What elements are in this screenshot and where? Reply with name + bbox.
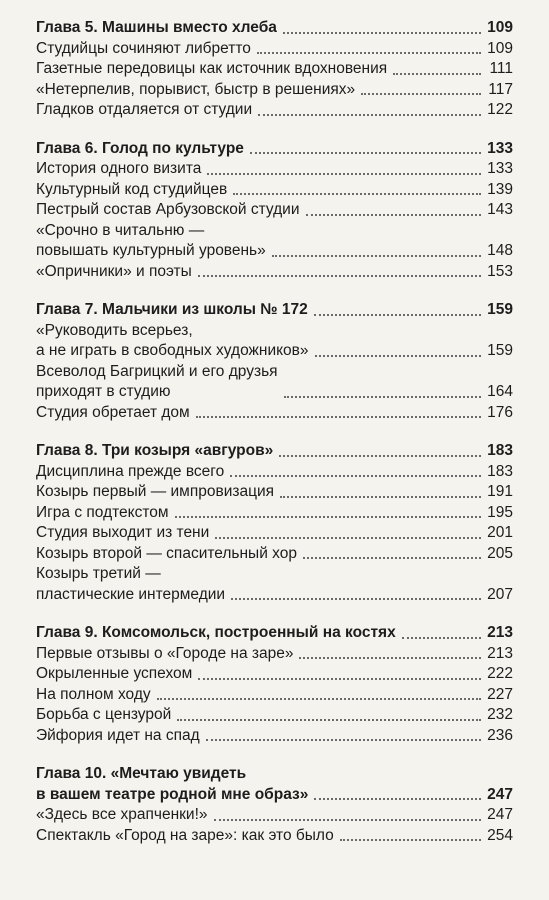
page-number: 183 [487, 442, 513, 459]
dot-leader [402, 637, 481, 639]
title-line: Глава 10. «Мечтаю увидеть [36, 765, 247, 782]
title-line: Дисциплина прежде всего [36, 462, 225, 480]
title-line: повышать культурный уровень» [36, 242, 266, 259]
dot-leader [314, 798, 481, 800]
toc-entry[interactable] [36, 503, 513, 524]
page-number: 195 [487, 503, 513, 521]
page-number: 232 [487, 706, 513, 723]
title-line: в вашем театре родной мне образ» [36, 785, 309, 803]
chapter-heading[interactable] [36, 18, 513, 39]
dot-leader [207, 173, 481, 175]
toc-entry[interactable] [36, 39, 513, 60]
title-line: Глава 5. Машины вместо хлеба [36, 19, 277, 36]
chapter-heading[interactable] [36, 300, 513, 321]
chapter-title [36, 139, 244, 160]
entry-title [36, 362, 278, 403]
entry-title [36, 705, 171, 726]
entry-title [36, 523, 209, 544]
title-line: Культурный код студийцев [36, 180, 228, 198]
toc-chapter [36, 623, 513, 746]
title-line: а не играть в свободных художников» [36, 342, 309, 359]
title-line: Студия обретает дом [36, 403, 190, 421]
dot-leader [230, 475, 481, 477]
toc-chapter [36, 139, 513, 283]
title-line: «Здесь все храпченки!» [36, 806, 208, 823]
entry-title [36, 644, 293, 665]
page-number: 183 [487, 462, 513, 480]
title-line: Козырь второй — спасительный хор [36, 544, 297, 562]
page-number: 117 [488, 80, 513, 98]
toc-entry[interactable] [36, 664, 513, 685]
entry-title [36, 544, 297, 565]
entry-title [36, 100, 252, 121]
page-number: 109 [487, 39, 513, 57]
title-line: Глава 9. Комсомольск, построенный на костях [36, 624, 396, 641]
entry-title [36, 664, 192, 685]
toc-entry[interactable] [36, 221, 513, 262]
entry-title [36, 200, 300, 221]
title-line: Козырь первый — импровизация [36, 483, 275, 500]
chapter-title [36, 18, 277, 39]
toc-entry[interactable] [36, 362, 513, 403]
page-number: 213 [487, 644, 513, 662]
page-number: 159 [487, 301, 513, 318]
page-number: 159 [487, 342, 513, 359]
dot-leader [340, 839, 481, 841]
entry-title [36, 462, 224, 483]
toc-entry[interactable] [36, 644, 513, 665]
dot-leader [177, 719, 481, 721]
page-number: 254 [487, 826, 513, 844]
page-number: 247 [487, 806, 513, 823]
title-line: Газетные передовицы как источник вдохновения [36, 60, 388, 77]
dot-leader [280, 496, 481, 498]
chapter-heading[interactable] [36, 139, 513, 160]
title-line: Глава 7. Мальчики из школы № 172 [36, 301, 308, 318]
entry-title [36, 159, 201, 180]
dot-leader [250, 152, 481, 154]
chapter-title [36, 623, 396, 644]
entry-title [36, 726, 200, 747]
toc-entry[interactable] [36, 482, 513, 503]
entry-title [36, 262, 192, 283]
title-line: «Руководить всерьез, [36, 321, 193, 339]
toc-entry[interactable] [36, 462, 513, 483]
page-number: 164 [487, 383, 513, 400]
toc-chapter [36, 441, 513, 605]
dot-leader [361, 93, 481, 95]
page-number: 176 [487, 403, 513, 421]
entry-title [36, 805, 208, 826]
toc-entry[interactable] [36, 200, 513, 221]
page-number: 191 [487, 483, 513, 500]
title-line: На полном ходу [36, 685, 151, 703]
entry-title [36, 80, 355, 101]
page-number: 207 [487, 585, 513, 603]
page-number: 109 [487, 19, 513, 36]
toc-entry[interactable] [36, 705, 513, 726]
entry-title [36, 564, 225, 605]
toc-entry[interactable] [36, 403, 513, 424]
title-line: «Нетерпелив, порывист, быстр в решениях» [36, 80, 356, 98]
toc-entry[interactable] [36, 180, 513, 201]
page-number: 111 [489, 60, 513, 77]
title-line: «Опричники» и поэты [36, 262, 192, 280]
title-line: Окрыленные успехом [36, 665, 193, 682]
page-number: 133 [487, 160, 513, 177]
title-line: Глава 6. Голод по культуре [36, 139, 244, 157]
title-line: Игра с подтекстом [36, 503, 169, 521]
dot-leader [393, 73, 481, 75]
page-number: 153 [487, 262, 513, 280]
toc-entry[interactable] [36, 805, 513, 826]
toc-entry[interactable] [36, 321, 513, 362]
dot-leader [315, 355, 481, 357]
toc-chapter [36, 18, 513, 121]
page-number: 205 [487, 544, 513, 562]
title-line: Глава 8. Три козыря «авгуров» [36, 442, 274, 459]
dot-leader [306, 214, 482, 216]
dot-leader [198, 275, 481, 277]
title-line: Всеволод Багрицкий и его друзья [36, 362, 278, 380]
entry-title [36, 503, 169, 524]
toc-entry[interactable] [36, 726, 513, 747]
page-number: 133 [487, 139, 513, 157]
toc-chapter [36, 300, 513, 423]
page-number: 201 [487, 524, 513, 541]
title-line: История одного визита [36, 160, 202, 177]
toc-entry[interactable] [36, 262, 513, 283]
dot-leader [284, 396, 481, 398]
dot-leader [272, 255, 481, 257]
title-line: Пестрый состав Арбузовской студии [36, 201, 300, 218]
page-number: 143 [487, 201, 513, 218]
toc-entry[interactable] [36, 544, 513, 565]
entry-title [36, 482, 274, 503]
page-number: 227 [487, 685, 513, 703]
entry-title [36, 221, 266, 262]
dot-leader [206, 739, 481, 741]
entry-title [36, 180, 227, 201]
dot-leader [258, 114, 481, 116]
title-line: Студийцы сочиняют либретто [36, 39, 251, 57]
dot-leader [157, 698, 481, 700]
toc-entry[interactable] [36, 564, 513, 605]
dot-leader [279, 455, 481, 457]
dot-leader [175, 516, 481, 518]
title-line: приходят в студию [36, 383, 171, 400]
title-line: «Срочно в читальню — [36, 221, 205, 239]
toc-entry[interactable] [36, 100, 513, 121]
toc-chapter [36, 764, 513, 846]
toc-entry[interactable] [36, 159, 513, 180]
dot-leader [233, 193, 481, 195]
dot-leader [198, 678, 481, 680]
dot-leader [303, 557, 481, 559]
entry-title [36, 321, 309, 362]
entry-title [36, 59, 387, 80]
entry-title [36, 826, 334, 847]
toc-entry[interactable] [36, 523, 513, 544]
title-line: пластические интермедии [36, 585, 226, 603]
chapter-title [36, 300, 308, 321]
page-number: 148 [487, 242, 513, 259]
toc-entry[interactable] [36, 826, 513, 847]
dot-leader [299, 657, 481, 659]
dot-leader [231, 598, 481, 600]
dot-leader [215, 537, 481, 539]
entry-title [36, 685, 151, 706]
chapter-heading[interactable] [36, 623, 513, 644]
title-line: Гладков отдаляется от студии [36, 101, 253, 118]
page-number: 122 [487, 101, 513, 118]
chapter-heading[interactable] [36, 441, 513, 462]
chapter-title [36, 764, 308, 805]
title-line: Козырь третий — [36, 565, 161, 582]
page-number: 247 [487, 785, 513, 803]
dot-leader [214, 819, 481, 821]
title-line: Студия выходит из тени [36, 524, 210, 541]
title-line: Спектакль «Город на заре»: как это было [36, 826, 334, 844]
page-number: 213 [487, 624, 513, 641]
dot-leader [257, 52, 481, 54]
toc-entry[interactable] [36, 59, 513, 80]
chapter-title [36, 441, 273, 462]
title-line: Эйфория идет на спад [36, 726, 200, 744]
title-line: Борьба с цензурой [36, 706, 172, 723]
chapter-heading[interactable] [36, 764, 513, 805]
table-of-contents [36, 18, 513, 864]
title-line: Первые отзывы о «Городе на заре» [36, 644, 294, 662]
dot-leader [314, 314, 481, 316]
entry-title [36, 403, 190, 424]
toc-entry[interactable] [36, 80, 513, 101]
toc-entry[interactable] [36, 685, 513, 706]
page-number: 236 [487, 726, 513, 744]
dot-leader [283, 32, 481, 34]
entry-title [36, 39, 251, 60]
page-number: 222 [487, 665, 513, 682]
dot-leader [196, 416, 481, 418]
page-number: 139 [487, 180, 513, 198]
